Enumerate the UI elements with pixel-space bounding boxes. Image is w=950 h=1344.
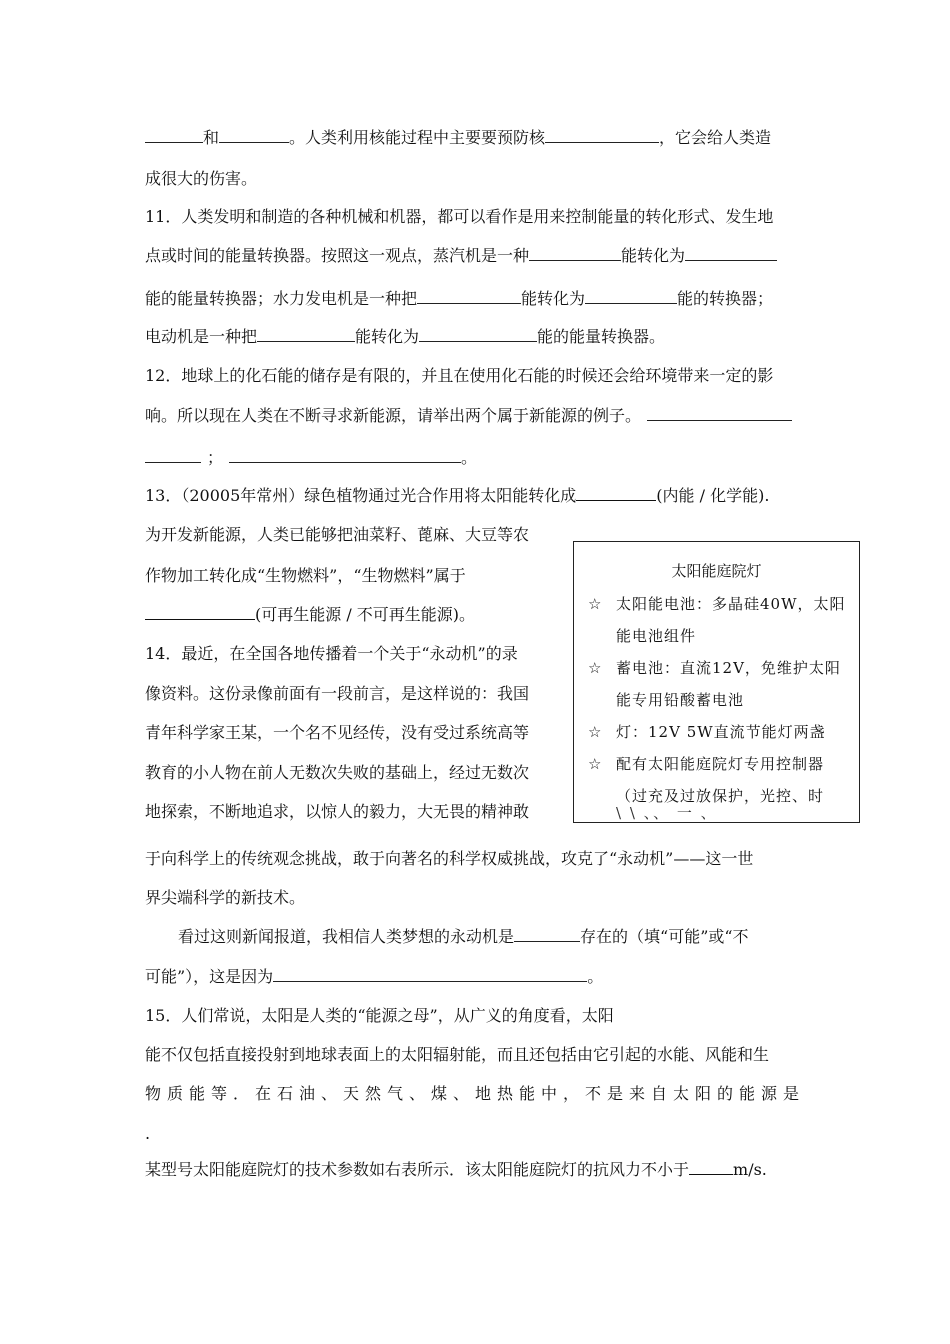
text-line-20: 界尖端科学的新技术。: [145, 888, 306, 907]
text-line-8: 响。所以现在人类在不断寻求新能源，请举出两个属于新能源的例子。: [145, 405, 792, 427]
answer-blank[interactable]: [417, 288, 521, 304]
answer-blank[interactable]: [576, 485, 656, 501]
question-15: 15．人们常说，太阳是人类的“能源之母”，从广义的角度看，太阳: [145, 1006, 614, 1025]
answer-blank[interactable]: [529, 245, 621, 261]
answer-blank[interactable]: [545, 127, 659, 143]
answer-blank[interactable]: [145, 604, 255, 620]
text-line-11: 为开发新能源，人类已能够把油菜籽、蓖麻、大豆等农: [145, 525, 530, 544]
answer-blank[interactable]: [229, 447, 461, 463]
star-icon: ☆: [588, 659, 602, 677]
question-13: 13．（20005年常州）绿色植物通过光合作用将太阳能转化成 (内能 / 化学能).: [145, 486, 770, 505]
spec-item: [588, 716, 848, 748]
question-11: 11．人类发明和制造的各种机械和机器，都可以看作是用来控制能量的转化形式、发生地: [145, 207, 774, 226]
text-line-22: 可能”），这是因为 。: [145, 967, 604, 986]
text-line-9: ； 。: [145, 447, 477, 469]
spec-item-text: 灯：12V 5W直流节能灯两盏: [616, 723, 826, 741]
answer-blank[interactable]: [257, 326, 355, 342]
clipped-text: \ \ 、、 一 、: [616, 804, 718, 822]
spec-item-text: 蓄电池：直流12V，免维护太阳能专用铅酸蓄电池: [616, 659, 841, 709]
answer-blank[interactable]: [647, 405, 792, 421]
text-line-5: 能的能量转换器；水力发电机是一种把 能转化为 能的转换器；: [145, 289, 774, 308]
text-line-13: (可再生能源 / 不可再生能源)。: [145, 604, 475, 626]
answer-blank[interactable]: [689, 1159, 733, 1175]
question-12: 12．地球上的化石能的储存是有限的，并且在使用化石能的时候还会给环境带来一定的影: [145, 366, 774, 385]
solar-lamp-spec-table: [573, 541, 860, 823]
text-line-21: 看过这则新闻报道，我相信人类梦想的永动机是 存在的（填“可能”或“不: [178, 927, 749, 946]
text-line-16: 青年科学家王某，一个名不见经传，没有受过系统高等: [145, 723, 530, 742]
star-icon: ☆: [588, 723, 602, 741]
text-line-17: 教育的小人物在前人无数次失败的基础上，经过无数次: [145, 763, 530, 782]
text-line-15: 像资料。这份录像前面有一段前言，是这样说的：我国: [145, 684, 530, 703]
text-line-27: 某型号太阳能庭院灯的技术参数如右表所示．该太阳能庭院灯的抗风力不小于 m/s.: [145, 1160, 767, 1179]
text-line-12: 作物加工转化成“生物燃料”，“生物燃料”属于: [145, 566, 466, 585]
answer-blank[interactable]: [419, 326, 537, 342]
spec-item-text: 太阳能电池：多晶硅40W，太阳能电池组件: [616, 595, 846, 645]
question-14: 14．最近，在全国各地传播着一个关于“永动机”的录: [145, 644, 518, 663]
text-line-4: 点或时间的能量转换器。按照这一观点，蒸汽机是一种 能转化为: [145, 245, 777, 267]
answer-blank[interactable]: [145, 447, 201, 463]
star-icon: ☆: [588, 595, 602, 613]
spec-item: [588, 652, 848, 716]
spec-table-title: 太阳能庭院灯: [671, 562, 762, 580]
answer-blank[interactable]: [273, 966, 587, 982]
answer-blank[interactable]: [585, 288, 677, 304]
text-line-6: 电动机是一种把 能转化为 能的能量转换器。: [145, 327, 666, 346]
text-line-18: 地探索，不断地追求，以惊人的毅力，大无畏的精神敢: [145, 802, 530, 821]
answer-blank[interactable]: [145, 127, 203, 143]
answer-blank[interactable]: [514, 926, 580, 942]
spec-item: [588, 588, 848, 652]
answer-blank[interactable]: [219, 127, 289, 143]
star-icon: ☆: [588, 755, 602, 773]
text-line-26: .: [145, 1124, 151, 1143]
text-line-19: 于向科学上的传统观念挑战，敢于向著名的科学权威挑战，攻克了“永动机”——这一世: [145, 849, 754, 868]
spec-item-text: 配有太阳能庭院灯专用控制器（过充及过放保护，光控、时: [616, 755, 825, 805]
text-line-2: 成很大的伤害。: [145, 169, 258, 188]
text-line-24: 能不仅包括直接投射到地球表面上的太阳辐射能，而且还包括由它引起的水能、风能和生: [145, 1045, 770, 1064]
text-line-1: 和 。人类利用核能过程中主要要预防核 ，它会给人类造: [145, 127, 771, 149]
text-line-25: 物质能等．在石油、天然气、煤、地热能中，不是来自太阳的能源是: [145, 1084, 806, 1103]
answer-blank[interactable]: [685, 245, 777, 261]
